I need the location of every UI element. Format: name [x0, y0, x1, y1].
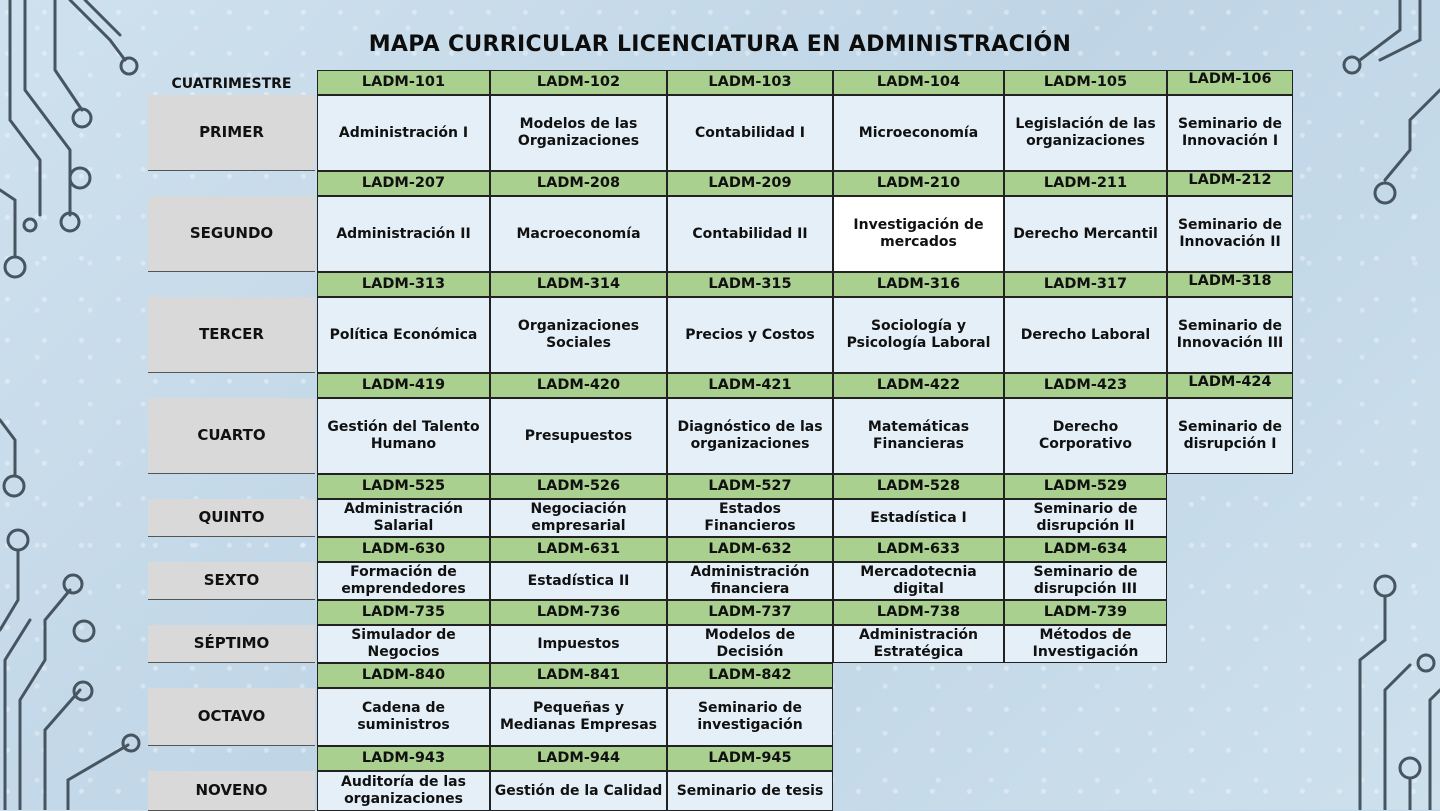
course-code: LADM-420	[490, 373, 667, 398]
course-subject: Gestión del Talento Humano	[317, 398, 490, 474]
course-code: LADM-735	[317, 600, 490, 625]
course-code: LADM-422	[833, 373, 1004, 398]
course-subject: Simulador de Negocios	[317, 625, 490, 663]
course-subject: Modelos de las Organizaciones	[490, 95, 667, 171]
course-subject: Legislación de las organizaciones	[1004, 95, 1167, 171]
course-code: LADM-737	[667, 600, 833, 625]
course-code: LADM-318	[1167, 272, 1293, 297]
course-code: LADM-632	[667, 537, 833, 562]
course-code: LADM-739	[1004, 600, 1167, 625]
course-subject: Derecho Laboral	[1004, 297, 1167, 373]
term-label: CUARTO	[148, 398, 315, 474]
course-code: LADM-633	[833, 537, 1004, 562]
course-code: LADM-102	[490, 70, 667, 95]
course-subject: Pequeñas y Medianas Empresas	[490, 688, 667, 746]
course-code: LADM-631	[490, 537, 667, 562]
course-subject: Seminario de disrupción III	[1004, 562, 1167, 600]
term-label: SEXTO	[148, 562, 315, 600]
course-code: LADM-105	[1004, 70, 1167, 95]
term-label: SÉPTIMO	[148, 625, 315, 663]
course-subject: Seminario de disrupción II	[1004, 499, 1167, 537]
course-code: LADM-106	[1167, 70, 1293, 95]
course-subject: Política Económica	[317, 297, 490, 373]
page-title: MAPA CURRICULAR LICENCIATURA EN ADMINISTRACIÓN	[368, 32, 1072, 57]
course-code: LADM-211	[1004, 171, 1167, 196]
course-subject: Microeconomía	[833, 95, 1004, 171]
course-code: LADM-526	[490, 474, 667, 499]
course-code: LADM-317	[1004, 272, 1167, 297]
course-code: LADM-315	[667, 272, 833, 297]
course-code: LADM-841	[490, 663, 667, 688]
course-subject: Seminario de Innovación II	[1167, 196, 1293, 272]
course-code: LADM-527	[667, 474, 833, 499]
course-subject: Estadística II	[490, 562, 667, 600]
course-code: LADM-423	[1004, 373, 1167, 398]
course-subject: Administración II	[317, 196, 490, 272]
course-code: LADM-842	[667, 663, 833, 688]
course-subject: Contabilidad II	[667, 196, 833, 272]
course-code: LADM-529	[1004, 474, 1167, 499]
course-code: LADM-738	[833, 600, 1004, 625]
term-label: NOVENO	[148, 771, 315, 811]
course-code: LADM-208	[490, 171, 667, 196]
course-subject: Seminario de Innovación III	[1167, 297, 1293, 373]
course-code: LADM-634	[1004, 537, 1167, 562]
course-code: LADM-101	[317, 70, 490, 95]
course-subject: Administración Salarial	[317, 499, 490, 537]
course-code: LADM-943	[317, 746, 490, 771]
course-code: LADM-528	[833, 474, 1004, 499]
course-subject: Seminario de investigación	[667, 688, 833, 746]
cuatrimestre-header: CUATRIMESTRE	[148, 72, 315, 97]
course-code: LADM-210	[833, 171, 1004, 196]
course-subject: Métodos de Investigación	[1004, 625, 1167, 663]
course-subject: Administración Estratégica	[833, 625, 1004, 663]
course-code: LADM-104	[833, 70, 1004, 95]
course-code: LADM-424	[1167, 373, 1293, 398]
course-subject: Contabilidad I	[667, 95, 833, 171]
term-label: TERCER	[148, 297, 315, 373]
course-subject: Auditoría de las organizaciones	[317, 771, 490, 811]
course-code: LADM-630	[317, 537, 490, 562]
course-code: LADM-212	[1167, 171, 1293, 196]
course-subject: Macroeconomía	[490, 196, 667, 272]
course-subject: Modelos de Decisión	[667, 625, 833, 663]
course-code: LADM-525	[317, 474, 490, 499]
course-subject: Negociación empresarial	[490, 499, 667, 537]
term-label: QUINTO	[148, 499, 315, 537]
course-code: LADM-207	[317, 171, 490, 196]
course-code: LADM-944	[490, 746, 667, 771]
course-subject: Seminario de tesis	[667, 771, 833, 811]
course-code: LADM-316	[833, 272, 1004, 297]
course-subject: Administración I	[317, 95, 490, 171]
course-code: LADM-314	[490, 272, 667, 297]
course-subject: Organizaciones Sociales	[490, 297, 667, 373]
term-label: SEGUNDO	[148, 196, 315, 272]
course-code: LADM-945	[667, 746, 833, 771]
course-subject: Cadena de suministros	[317, 688, 490, 746]
course-subject: Gestión de la Calidad	[490, 771, 667, 811]
course-subject: Seminario de disrupción I	[1167, 398, 1293, 474]
course-subject: Impuestos	[490, 625, 667, 663]
course-code: LADM-419	[317, 373, 490, 398]
course-code: LADM-103	[667, 70, 833, 95]
course-subject: Mercadotecnia digital	[833, 562, 1004, 600]
course-code: LADM-313	[317, 272, 490, 297]
course-subject: Seminario de Innovación I	[1167, 95, 1293, 171]
course-subject: Estadística I	[833, 499, 1004, 537]
course-subject: Formación de emprendedores	[317, 562, 490, 600]
course-subject: Diagnóstico de las organizaciones	[667, 398, 833, 474]
course-code: LADM-736	[490, 600, 667, 625]
term-label: OCTAVO	[148, 688, 315, 746]
course-subject: Precios y Costos	[667, 297, 833, 373]
course-code: LADM-209	[667, 171, 833, 196]
course-subject: Derecho Mercantil	[1004, 196, 1167, 272]
course-subject: Matemáticas Financieras	[833, 398, 1004, 474]
course-subject: Estados Financieros	[667, 499, 833, 537]
course-subject: Sociología y Psicología Laboral	[833, 297, 1004, 373]
course-code: LADM-840	[317, 663, 490, 688]
course-subject: Investigación de mercados	[833, 196, 1004, 272]
course-subject: Presupuestos	[490, 398, 667, 474]
course-subject: Derecho Corporativo	[1004, 398, 1167, 474]
term-label: PRIMER	[148, 95, 315, 171]
course-subject: Administración financiera	[667, 562, 833, 600]
course-code: LADM-421	[667, 373, 833, 398]
